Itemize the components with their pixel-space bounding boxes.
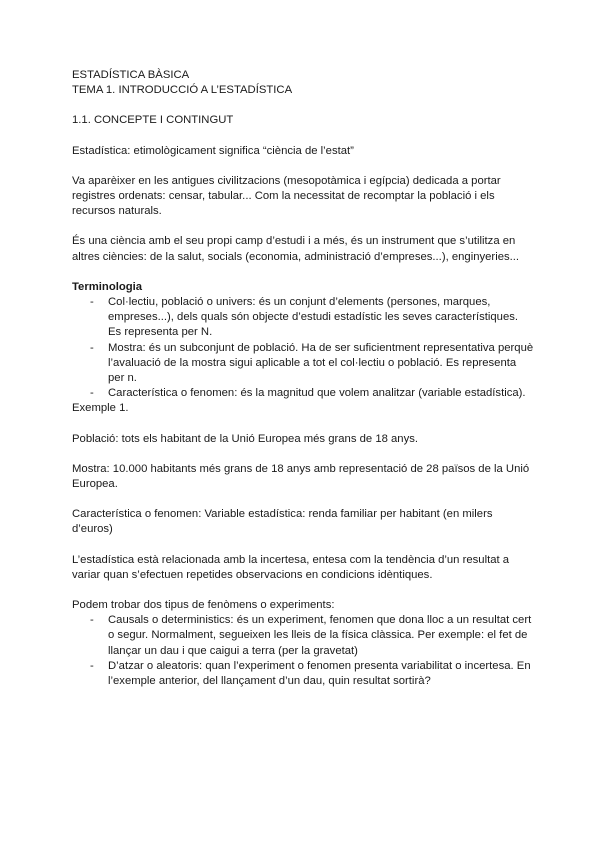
history-paragraph: [72, 174, 530, 220]
list-item-line: o segur. Normalment, segueixen les lleis de la física clàssica. Per exemple: el fet de: [108, 629, 528, 642]
phenomena-list: [72, 613, 530, 689]
characteristic-line: Característica o fenomen: Variable estadística: renda familiar per habitant (en milers: [72, 508, 493, 521]
characteristic-line: d’euros): [72, 523, 113, 536]
section-title: 1.1. CONCEPTE I CONTINGUT: [72, 114, 234, 127]
course-title: ESTADÍSTICA BÀSICA: [72, 69, 190, 81]
sample-line: Europea.: [72, 478, 118, 491]
definition-paragraph: Estadística: etimològicament significa “ciència de l’estat”: [72, 144, 354, 157]
list-item-line: Causals o deterministics: és un experiment, fenomen que dona lloc a un resultat cert: [108, 614, 532, 627]
dash-bullet: -: [90, 387, 94, 400]
history-line: registres ordenats: censar, tabular... Com la necessitat de recomptar la població i els: [72, 190, 495, 203]
list-item-line: l’avaluació de la mostra sigui aplicable a tot el col·lectiu o població. Es representa: [108, 356, 517, 369]
uncertainty-line: L’estadística està relacionada amb la incertesa, entesa com la tendència d’un resultat a: [72, 553, 510, 566]
history-line: recursos naturals.: [72, 205, 162, 218]
list-item: [72, 659, 530, 689]
dash-bullet: -: [90, 341, 94, 354]
phenomena-intro: Podem trobar dos tipus de fenòmens o experiments:: [72, 599, 335, 612]
list-item-line: empreses...), dels quals són objecte d’estudi estadístic les seves característiques.: [108, 311, 519, 324]
list-item: [72, 386, 530, 401]
dash-bullet: -: [90, 614, 94, 627]
population-paragraph: Població: tots els habitant de la Unió Europea més grans de 18 anys.: [72, 432, 419, 445]
list-item-line: D’atzar o aleatoris: quan l’experiment o fenomen presenta variabilitat o incertesa. En: [108, 659, 531, 672]
uncertainty-line: variar quan s’efectuen repetides observacions en condicions idèntiques.: [72, 568, 433, 581]
example-label: Exemple 1.: [72, 402, 129, 415]
list-item-line: Mostra: és un subconjunt de població. Ha de ser suficientment representativa perquè: [108, 341, 534, 354]
sample-paragraph: [72, 462, 530, 492]
science-paragraph: [72, 234, 530, 264]
dash-bullet: -: [90, 296, 94, 309]
terminology-heading: Terminologia: [72, 280, 143, 293]
list-item-line: Es representa per N.: [108, 326, 213, 339]
document-page: [72, 68, 534, 689]
characteristic-paragraph: [72, 507, 530, 537]
uncertainty-paragraph: [72, 553, 530, 583]
list-item-line: Col·lectiu, població o univers: és un conjunt d’elements (persones, marques,: [108, 296, 491, 309]
science-line: altres ciències: de la salut, socials (economia, administració d’empreses...), enginyeries...: [72, 250, 520, 263]
list-item-line: Característica o fenomen: és la magnitud que volem analitzar (variable estadística).: [108, 387, 526, 400]
list-item-line: per n.: [108, 372, 137, 385]
science-line: És una ciència amb el seu propi camp d’estudi i a més, és un instrument que s’utilitza en: [72, 235, 516, 248]
history-line: Va aparèixer en les antigues civilitzacions (mesopotàmica i egípcia) dedicada a portar: [72, 174, 501, 187]
list-item: [72, 295, 530, 341]
list-item-line: llançar un dau i que caigui a terra (per la gravetat): [108, 644, 358, 657]
list-item-line: l’exemple anterior, del llançament d’un dau, quin resultat sortirà?: [108, 675, 431, 688]
list-item: [72, 613, 530, 659]
list-item: [72, 341, 534, 387]
dash-bullet: -: [90, 659, 94, 672]
topic-title: TEMA 1. INTRODUCCIÓ A L’ESTADÍSTICA: [72, 84, 293, 97]
sample-line: Mostra: 10.000 habitants més grans de 18 anys amb representació de 28 països de la Unió: [72, 462, 530, 475]
terminology-list: [72, 295, 534, 401]
